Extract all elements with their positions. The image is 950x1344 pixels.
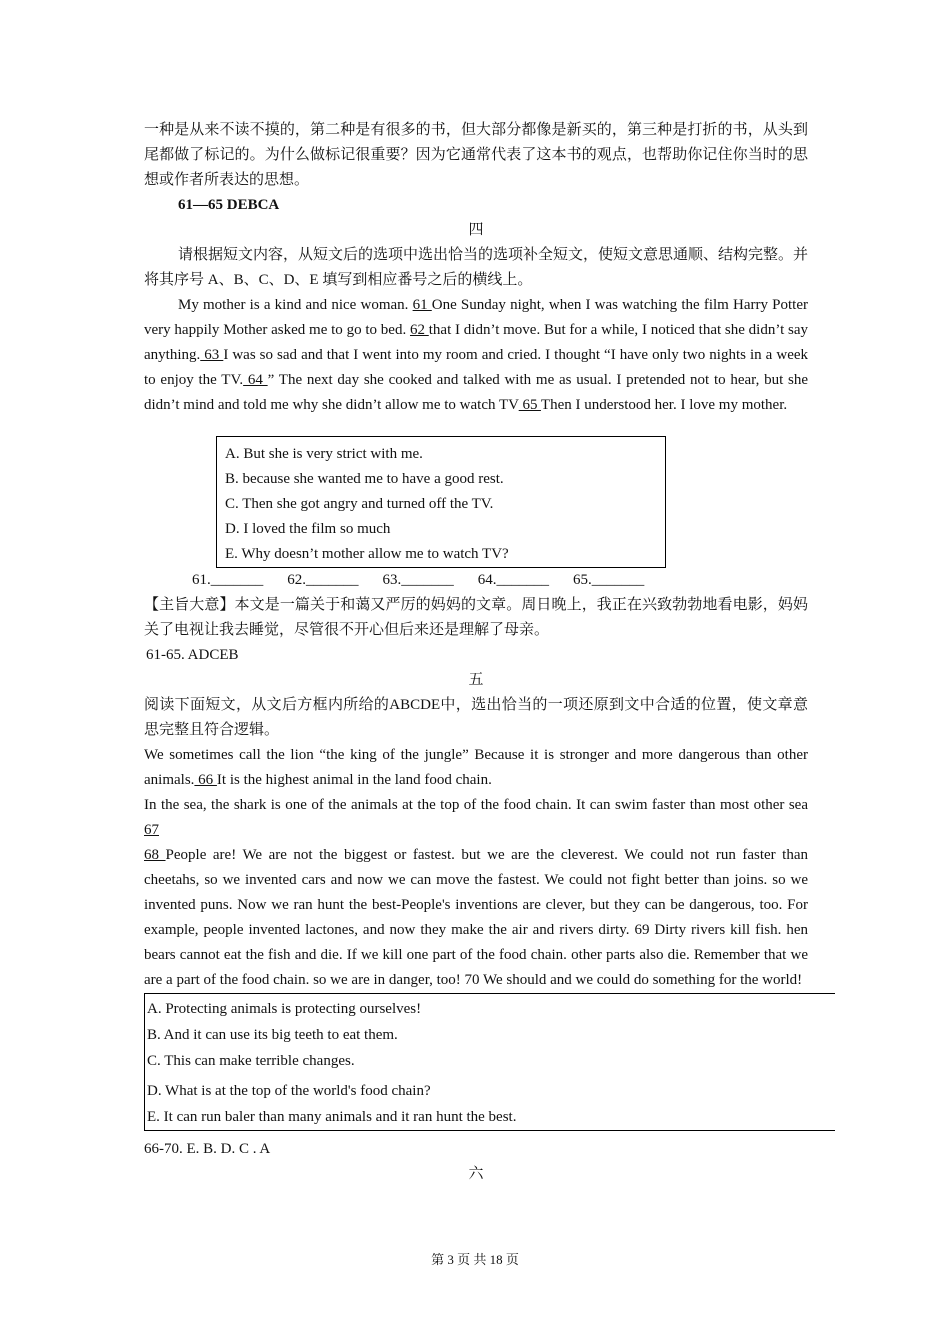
option-c: C. This can make terrible changes. bbox=[147, 1053, 355, 1069]
section4-instruction: 请根据短文内容，从短文后的选项中选出恰当的选项补全短文，使短文意思通顺、结构完整。并将其序号 A、B、C、D、E 填写到相应番号之后的横线上。 bbox=[144, 247, 809, 288]
page-content bbox=[144, 118, 808, 1187]
blank-63: 63 bbox=[200, 347, 224, 363]
option-d: D. I loved the film so much bbox=[225, 521, 391, 537]
section4-options-box bbox=[216, 436, 666, 568]
blank-64: 64 bbox=[243, 372, 268, 388]
section3-paragraph: 一种是从来不读不摸的，第二种是有很多的书，但大部分都像是新买的，第三种是打折的书，从头到尾都做了标记的。为什么做标记很重要？因为它通常代表了这本书的观点，也帮助你记住你当时的思想或作者所表达的思想。 bbox=[144, 122, 808, 188]
section4-passage: My mother is a kind and nice woman. 61 One Sunday night, when I was watching the film Harry Potter very happily Mother asked me to go to bed. 62 that I didn’t move. But for a while, I noticed that she didn’t say anything. 63 I was so sad and that I went into my room and cried. I thought “I have only two nights in a week to enjoy the TV. 64 ” The next day she cooked and talked with me as usual. I pretended not to hear, but she didn’t mind and told me why she didn’t allow me to watch TV 65 Then I understood her. I love my mother. bbox=[144, 297, 809, 413]
section4-answer: 61-65. ADCEB bbox=[146, 647, 239, 663]
section5-options-box bbox=[144, 993, 835, 1131]
option-b: B. And it can use its big teeth to eat them. bbox=[147, 1027, 398, 1043]
section6-number: 六 bbox=[468, 1166, 484, 1182]
blank-66: 66 bbox=[194, 772, 217, 788]
section3-answer: 61—65 DEBCA bbox=[178, 197, 280, 213]
blank-68: 68 bbox=[144, 847, 166, 863]
section5-paragraph-3: 68 People are! We are not the biggest or fastest. but we are the cleverest. We could not run faster than cheetahs, so we invented cars and now we can move the fastest. We could not fight better than joins. so we invented puns. Now we ran hunt the best-People's inventions are clever, but they can be dangerous, too. For example, people invented lactones, and now they make the air and rivers dirty. 69 Dirty rivers kill fish. hen bears cannot eat the fish and die. If we kill one part of the food chain. other parts also die. Remember that we are a part of the food chain. so we are in danger, too! 70 We should and we could do something for the world! bbox=[144, 847, 809, 988]
blank-62: 62 bbox=[409, 322, 429, 338]
section5-number: 五 bbox=[468, 672, 484, 688]
blank-61: 61 bbox=[412, 297, 432, 313]
option-e: E. It can run baler than many animals and it ran hunt the best. bbox=[147, 1109, 517, 1125]
option-a: A. Protecting animals is protecting ourselves! bbox=[147, 1001, 422, 1017]
option-b: B. because she wanted me to have a good rest. bbox=[225, 471, 504, 487]
answer-blank: 61._______ bbox=[192, 572, 264, 588]
section5-answer: 66-70. E. B. D. C . A bbox=[144, 1141, 271, 1157]
section5-paragraph-1: We sometimes call the lion “the king of the jungle” Because it is stronger and more dangerous than other animals. 66 It is the highest animal in the land food chain. bbox=[144, 747, 808, 788]
answer-blank: 62._______ bbox=[287, 572, 359, 588]
blank-65: 65 bbox=[518, 397, 541, 413]
option-c: C. Then she got angry and turned off the TV. bbox=[225, 496, 494, 512]
answer-blank: 65._______ bbox=[573, 572, 645, 588]
page-footer: 第 3 页 共 18 页 bbox=[431, 1252, 519, 1267]
option-a: A. But she is very strict with me. bbox=[225, 446, 423, 462]
option-d: D. What is at the top of the world's food chain? bbox=[147, 1083, 431, 1099]
option-e: E. Why doesn’t mother allow me to watch TV? bbox=[225, 546, 509, 562]
section4-summary: 【主旨大意】本文是一篇关于和蔼又严厉的妈妈的文章。周日晚上，我正在兴致勃勃地看电影，妈妈关了电视让我去睡觉，尽管很不开心但后来还是理解了母亲。 bbox=[144, 597, 808, 638]
section5-instruction: 阅读下面短文，从文后方框内所给的ABCDE中，选出恰当的一项还原到文中合适的位置，使文章意思完整且符合逻辑。 bbox=[144, 697, 808, 738]
section5-paragraph-2: In the sea, the shark is one of the animals at the top of the food chain. It can swim faster than most other sea 67 bbox=[144, 797, 808, 838]
answer-blank: 63._______ bbox=[382, 572, 454, 588]
answer-blank: 64._______ bbox=[477, 572, 549, 588]
blank-67: 67 bbox=[144, 822, 159, 838]
section4-number: 四 bbox=[468, 222, 484, 238]
answer-blanks bbox=[192, 568, 808, 593]
